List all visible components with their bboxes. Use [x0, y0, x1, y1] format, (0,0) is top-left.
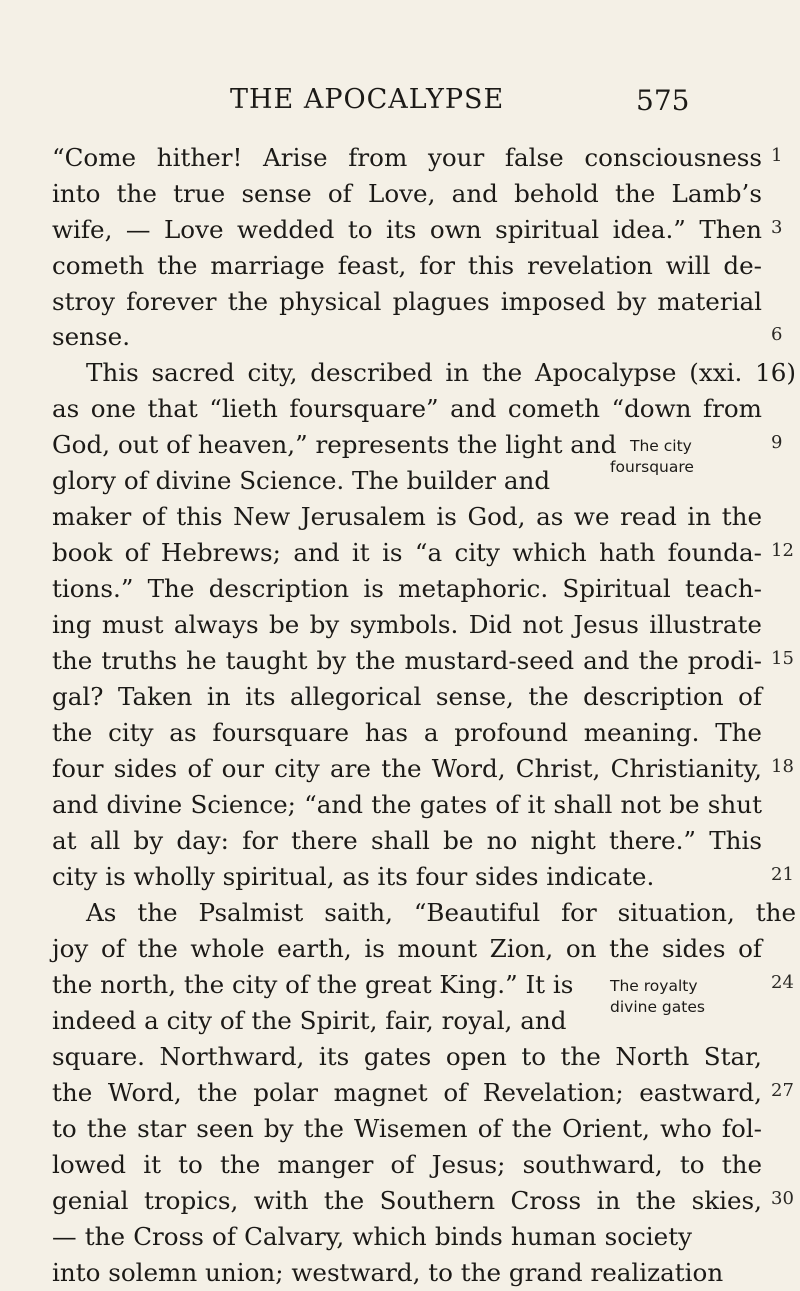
text-line: This sacred city, described in the Apocalypse (xxi. 16): [86, 358, 796, 387]
marginal-note-line: divine gates: [610, 998, 705, 1016]
text-line: as one that “lieth foursquare” and cometh “down from: [52, 394, 762, 423]
line-number: 9: [771, 432, 783, 453]
line-number: 27: [771, 1080, 794, 1101]
line-number: 1: [771, 145, 783, 166]
text-line: to the star seen by the Wisemen of the Orient, who fol-: [52, 1114, 762, 1143]
text-line: glory of divine Science. The builder and: [52, 466, 551, 495]
text-line: lowed it to the manger of Jesus; southward, to the: [52, 1150, 762, 1179]
line-number: 18: [771, 756, 794, 777]
text-line: and divine Science; “and the gates of it shall not be shut: [52, 790, 762, 819]
text-line: genial tropics, with the Southern Cross in the skies,: [52, 1186, 762, 1215]
text-line: wife, — Love wedded to its own spiritual idea.” Then: [52, 215, 762, 244]
text-line: the truths he taught by the mustard-seed and the prodi-: [52, 646, 762, 675]
line-number: 15: [771, 648, 794, 669]
marginal-note-line: The royalty: [610, 977, 698, 995]
text-line: square. Northward, its gates open to the North Star,: [52, 1042, 762, 1071]
line-number: 6: [771, 324, 783, 345]
text-line: the north, the city of the great King.” It is: [52, 970, 574, 999]
text-line: at all by day: for there shall be no night there.” This: [52, 826, 762, 855]
text-line: indeed a city of the Spirit, fair, royal, and: [52, 1006, 567, 1035]
text-line: sense.: [52, 322, 131, 351]
text-line: ing must always be by symbols. Did not Jesus illustrate: [52, 610, 762, 639]
running-title: THE APOCALYPSE: [230, 84, 505, 115]
text-line: “Come hither! Arise from your false consciousness: [52, 143, 762, 172]
marginal-note-line: The city: [630, 437, 692, 455]
page-number: 575: [636, 84, 690, 117]
text-line: the Word, the polar magnet of Revelation; eastward,: [52, 1078, 762, 1107]
text-line: As the Psalmist saith, “Beautiful for situation, the: [86, 898, 796, 927]
line-number: 30: [771, 1188, 794, 1209]
text-line: into the true sense of Love, and behold the Lamb’s: [52, 179, 762, 208]
line-number: 3: [771, 217, 783, 238]
text-line: cometh the marriage feast, for this revelation will de-: [52, 251, 762, 280]
line-number: 24: [771, 972, 794, 993]
text-line: stroy forever the physical plagues imposed by material: [52, 287, 762, 316]
text-line: joy of the whole earth, is mount Zion, on the sides of: [52, 934, 762, 963]
text-line: book of Hebrews; and it is “a city which hath founda-: [52, 538, 762, 567]
marginal-note-line: foursquare: [610, 458, 694, 476]
line-number: 21: [771, 864, 794, 885]
line-number: 12: [771, 540, 794, 561]
text-line: four sides of our city are the Word, Christ, Christianity,: [52, 754, 762, 783]
text-line: maker of this New Jerusalem is God, as we read in the: [52, 502, 762, 531]
text-line: city is wholly spiritual, as its four sides indicate.: [52, 862, 655, 891]
text-line: gal? Taken in its allegorical sense, the description of: [52, 682, 762, 711]
text-line: tions.” The description is metaphoric. Spiritual teach-: [52, 574, 762, 603]
text-line: the city as foursquare has a profound meaning. The: [52, 718, 762, 747]
text-line: God, out of heaven,” represents the light and: [52, 430, 617, 459]
text-line: — the Cross of Calvary, which binds human society: [52, 1222, 692, 1251]
text-line: into solemn union; westward, to the grand realization: [52, 1258, 724, 1287]
